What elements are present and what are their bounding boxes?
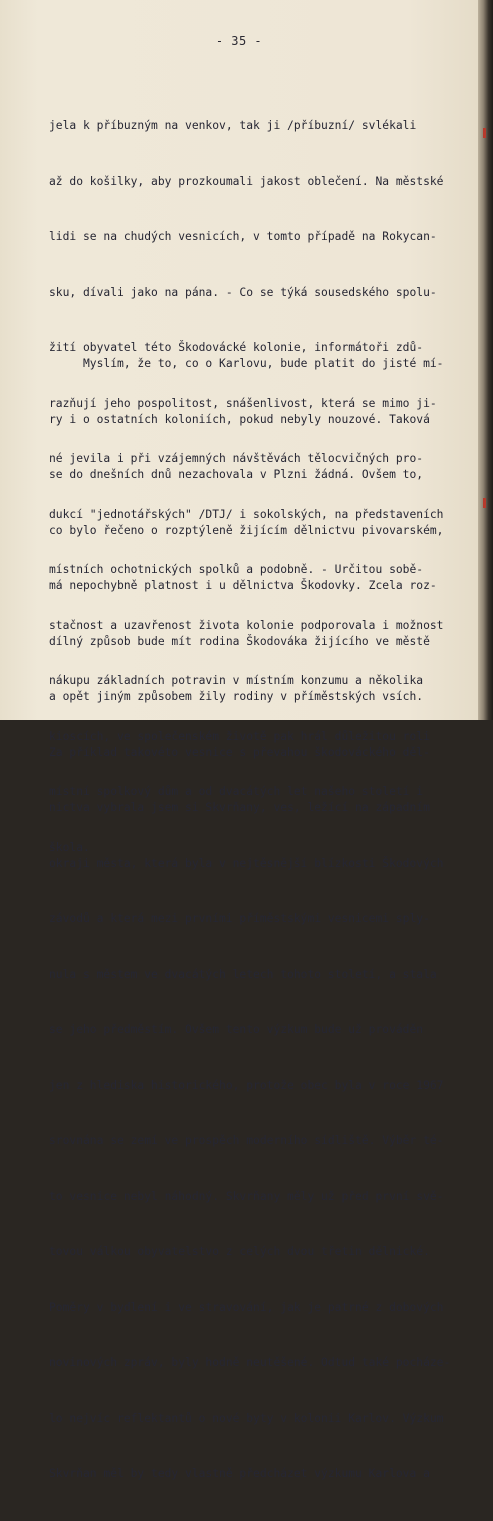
text-line: se do dnešních dnů nezachovala v Plzni žádná. Ovšem to, — [49, 468, 424, 481]
text-line: dílný způsob bude mít rodina Škodováka žijícího ve městě — [49, 634, 430, 648]
page-edge-shadow — [478, 0, 493, 720]
text-line: tovou válkou obyvatelstvo z celých dvou třetin dělnické. — [49, 1245, 430, 1258]
text-line: místní spolkový dům a od dvacátých let našeho století i — [49, 785, 424, 798]
text-line: novinových zpráv, byly hodně neutěšené. Odtud také pocháze- — [49, 1356, 451, 1369]
text-line: ry i o ostatních koloniích, pokud nebyly nouzové. Taková — [49, 412, 430, 426]
text-line: nákupu základních potravin v místním konzumu a několika — [49, 674, 424, 687]
text-line: závodů a která mezi prvními příměstskými vesnicemi sply- — [49, 912, 430, 925]
text-line: nictva vybrala jsem si Skvrňany, ves, ležící na západním — [49, 801, 430, 814]
text-line: dukcí "jednotářských" /DTJ/ i sokolských, na představeních — [49, 507, 444, 521]
text-line: má nepochybně platnost i u dělnictva Škodovky. Zcela roz- — [49, 579, 437, 592]
edge-tab-marker — [483, 128, 486, 138]
text-line: né jevila i při vzájemných návštěvách tělocvičných pro- — [49, 452, 424, 465]
text-line: to vesnice nebyl náhodný. Skvrňany měly už před první svě- — [49, 1189, 444, 1203]
text-line: kioscích, ve společenském životě pak hrál důležitou roli — [49, 729, 430, 743]
text-line: nula s městem ve dvacátých letech tohoto století, a stala — [49, 967, 437, 981]
text-line: lo nejvíc reflektantů o nové byty v kolonii Karlov. Výzkum — [49, 1411, 444, 1425]
text-line: až do košilky, aby prozkoumali jakost oblečení. Na městské — [49, 174, 444, 188]
text-line: se jeho předměstím. Ovšem tento výzkum bude už prováděn — [49, 1023, 424, 1036]
text-line: Myslím, že to, co o Karlovu, bude platit do jisté mí- — [49, 357, 444, 370]
text-line: jela k příbuzným na venkov, tak ji /příbuzní/ svlékali — [49, 119, 417, 132]
text-line: srovnána se zemí ve prospěch moderního sídliště. Výběr té- — [49, 1134, 444, 1147]
text-line: co bylo řečeno o rozptýleně žijícím dělnictvu pivovarském, — [49, 523, 444, 537]
text-line: žití obyvatel této Škodovácké kolonie, informátoři zdů- — [49, 341, 424, 354]
text-line: škola. — [49, 840, 90, 854]
text-line: a opět jiným způsobem žily rodiny v příměstských vsích. — [49, 690, 424, 703]
text-line: lidi se na chudých vesnicích, v tomto případě na Rokycan- — [49, 230, 437, 243]
text-line: stačnost a uzavřenost života kolonie podporovala i možnost — [49, 618, 444, 632]
paragraph-2 — [49, 318, 451, 1521]
text-line: sku, dívali jako na pána. - Co se týká sousedského spolu- — [49, 285, 437, 299]
text-line: razňují jeho pospolitost, snášenlivost, která se mimo ji- — [49, 396, 437, 410]
text-line: místních ochotnických spolků a podobně. - Určitou sobě- — [49, 563, 424, 576]
text-line: jen z hlediska historického, protože obec byla v roce 1967 — [49, 1078, 444, 1092]
text-line: Poměry v bydlení i ve stravování, jak je patrné z dobových — [49, 1300, 444, 1314]
text-line: Za příklad takovéto vesnice s převahou škodováckého děl- — [49, 745, 430, 759]
text-line: okraji města, která byla v nejtěsnější blízkosti Škodových — [49, 856, 444, 870]
edge-tab-marker — [483, 498, 486, 508]
page-number: - 35 - — [215, 34, 263, 48]
text-line: Skvrňan měl by tedy vlastně předcházet výzkumu Karlova a — [49, 1467, 430, 1480]
